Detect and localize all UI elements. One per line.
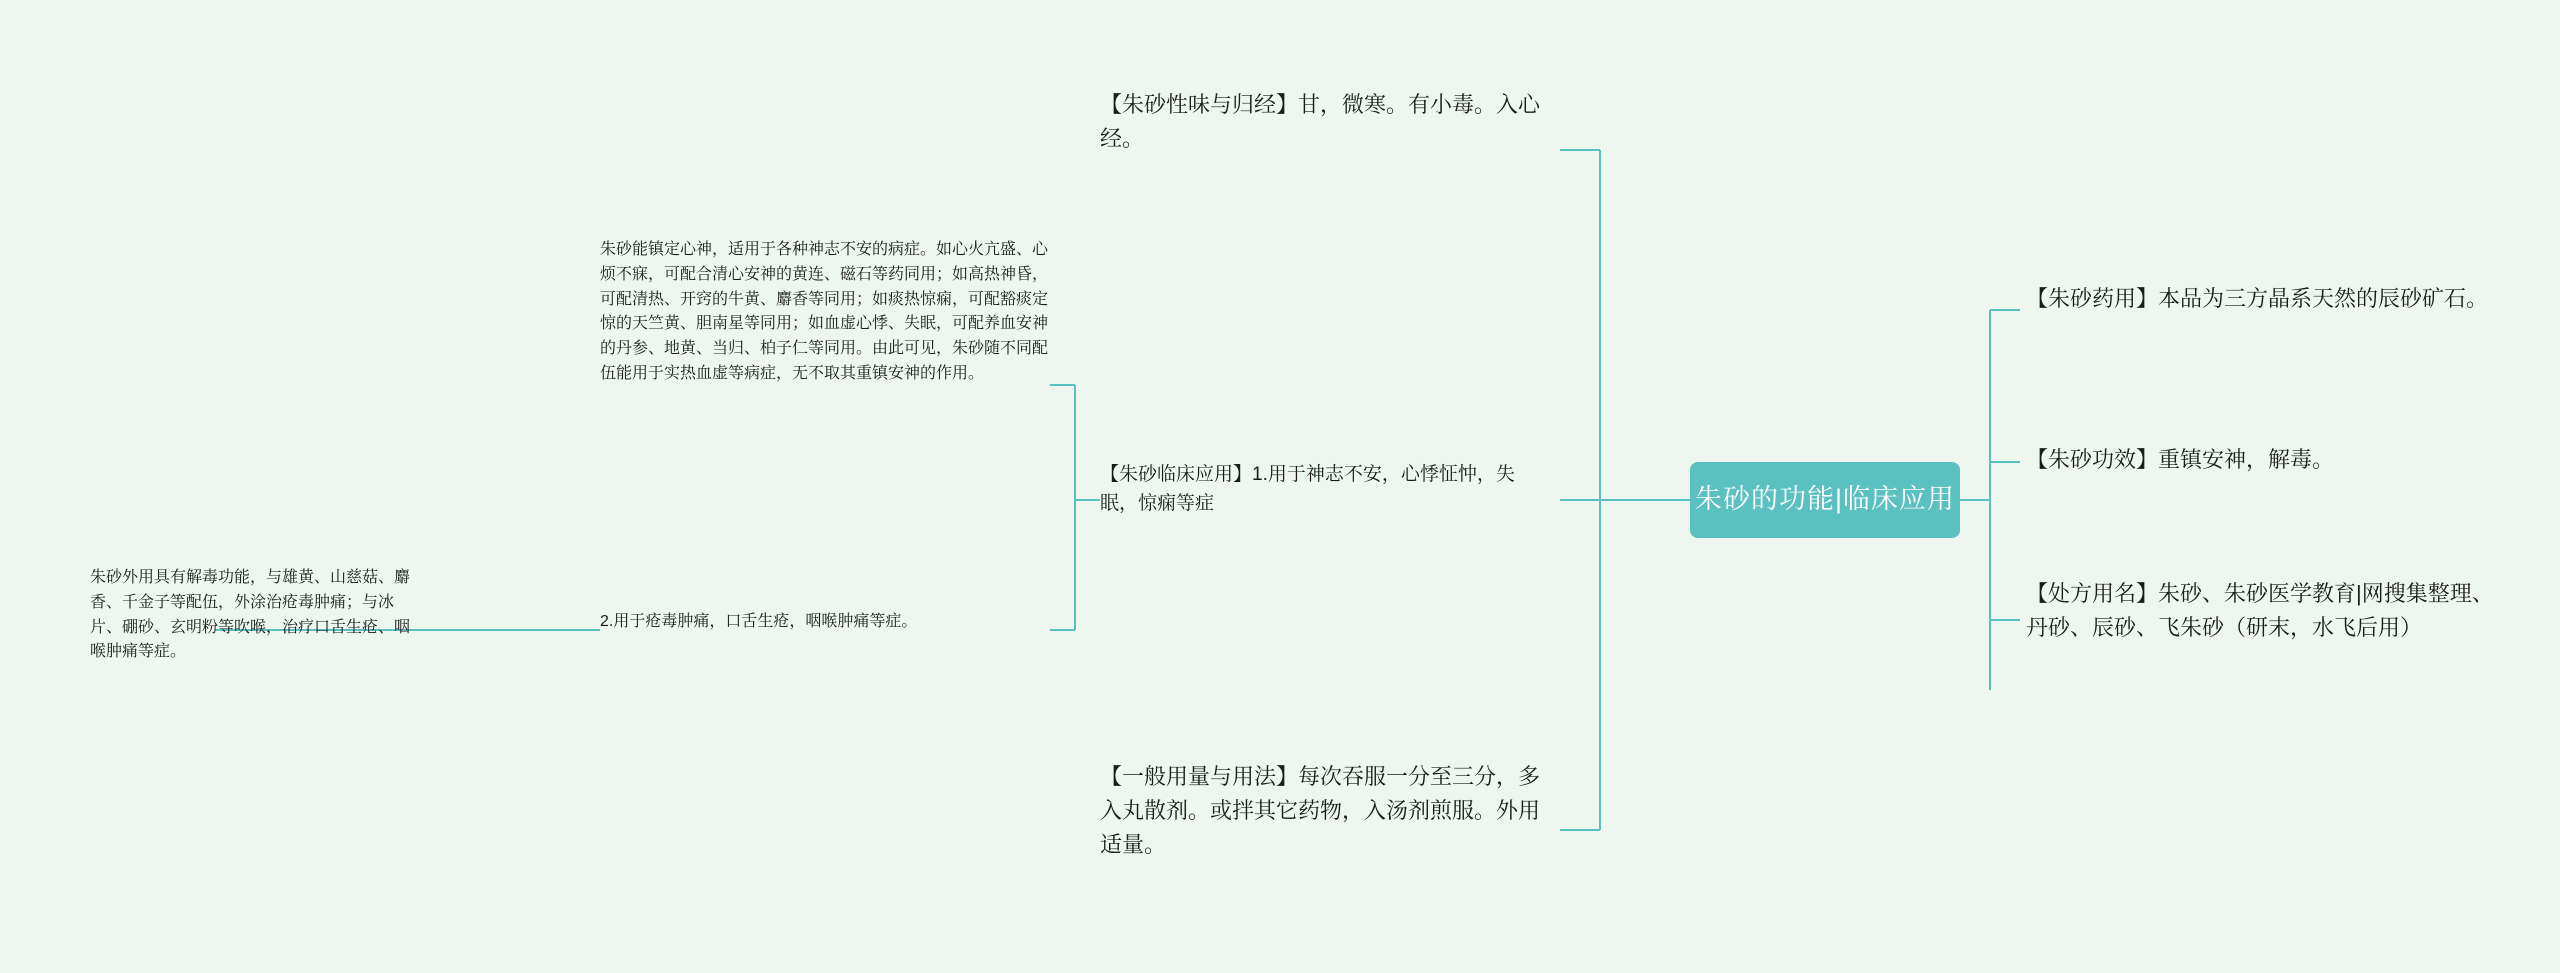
branch-clinical-application[interactable]: 【朱砂临床应用】1.用于神志不安，心悸怔忡，失眠，惊痫等症: [1100, 464, 1515, 515]
branch-nature-meridian[interactable]: 【朱砂性味与归经】甘，微寒。有小毒。入心经。: [1100, 92, 1541, 152]
branch-prescription[interactable]: 【处方用名】朱砂、朱砂医学教育|网搜集整理、丹砂、辰砂、飞朱砂（研末，水飞后用）: [2026, 581, 2494, 641]
clinical-detail-2[interactable]: 朱砂外用具有解毒功能，与雄黄、山慈菇、麝香、千金子等配伍，外涂治疮毒肿痛；与冰片、硼砂、玄明粉等吹喉，治疗口舌生疮、咽喉肿痛等症。: [90, 569, 411, 661]
branch-medicinal[interactable]: 【朱砂药用】本品为三方晶系天然的辰砂矿石。: [2026, 286, 2489, 311]
root-node[interactable]: 朱砂的功能|临床应用: [1690, 462, 1960, 538]
clinical-detail-1[interactable]: 朱砂能镇定心神，适用于各种神志不安的病症。如心火亢盛、心烦不寐，可配合清心安神的黄连、磁石等药同用；如高热神昏，可配清热、开窍的牛黄、麝香等同用；如痰热惊痫，可配豁痰定惊的天竺黄、胆南星等同用；如血虚心悸、失眠，可配养血安神的丹参、地黄、当归、柏子仁等同用。由此可见，朱砂随不同配伍能用于实热血虚等病症，无不取其重镇安神的作用。: [600, 241, 1049, 382]
branch-effect[interactable]: 【朱砂功效】重镇安神，解毒。: [2026, 447, 2335, 472]
branch-clinical-application-2[interactable]: 2.用于疮毒肿痛，口舌生疮，咽喉肿痛等症。: [600, 613, 918, 630]
branch-dosage-usage[interactable]: 【一般用量与用法】每次吞服一分至三分，多入丸散剂。或拌其它药物，入汤剂煎服。外用适量。: [1100, 764, 1541, 858]
